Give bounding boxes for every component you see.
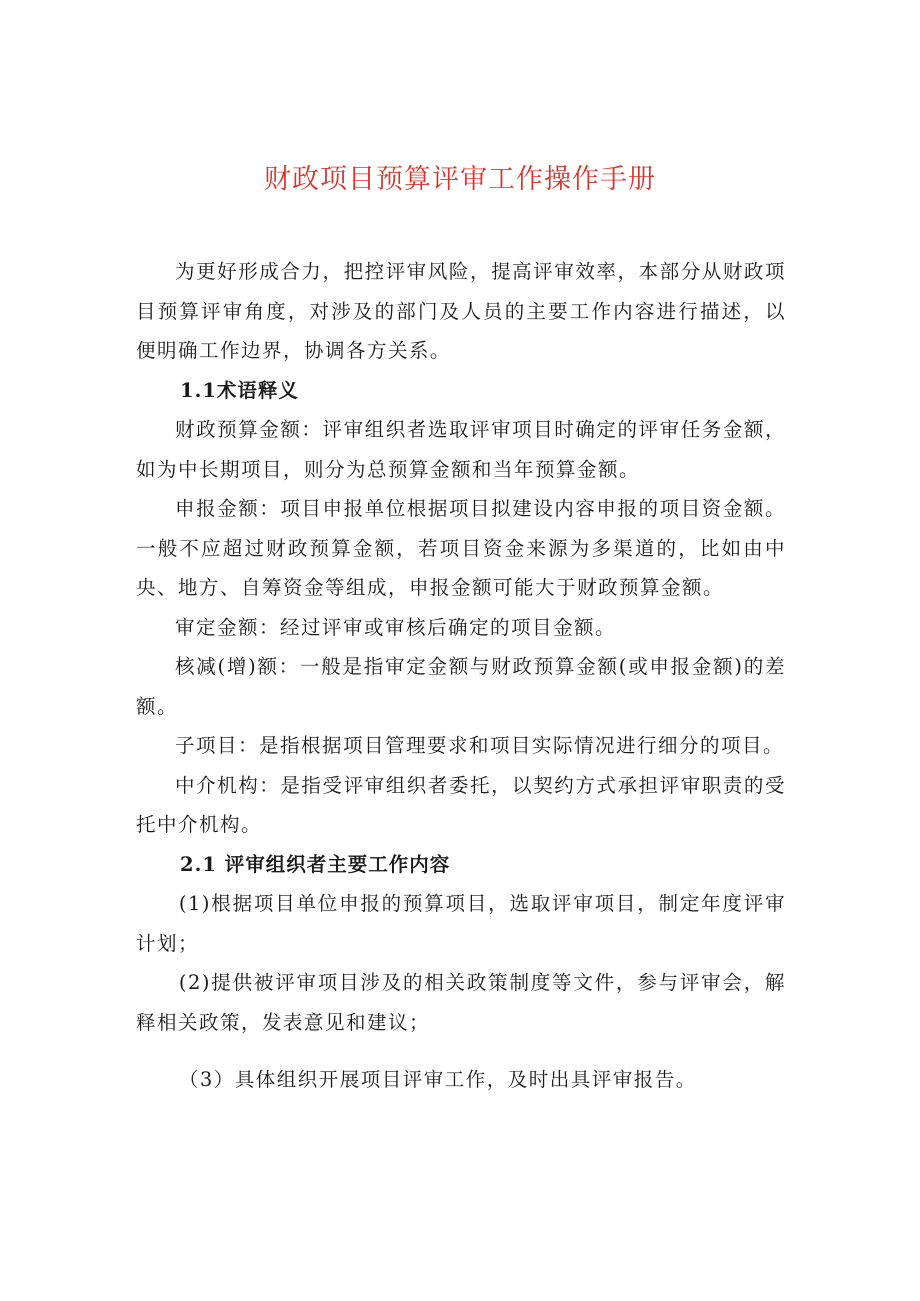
term-paragraph: 申报金额：项目申报单位根据项目拟建设内容申报的项目资金额。一般不应超过财政预算金额，若项目资金来源为多渠道的，比如由中央、地方、自筹资金等组成，申报金额可能大于财政预算金额。 [136,497,786,599]
section-heading-organizer: 2.1 评审组织者主要工作内容 [180,852,451,876]
document-body [136,252,786,1100]
list-item: (2)提供被评审项目涉及的相关政策制度等文件，参与评审会，解释相关政策，发表意见和建议； [136,971,786,1034]
list-item: （3）具体组织开展项目评审工作，及时出具评审报告。 [178,1068,697,1091]
document-title: 财政项目预算评审工作操作手册 [264,164,656,195]
list-item: (1)根据项目单位申报的预算项目，选取评审项目，制定年度评审计划； [136,892,786,955]
section-heading-terms: 1.1术语释义 [180,378,299,402]
term-paragraph: 审定金额：经过评审或审核后确定的项目金额。 [175,615,617,639]
term-paragraph: 子项目：是指根据项目管理要求和项目实际情况进行细分的项目。 [175,734,785,757]
term-paragraph: 核减(增)额：一般是指审定金额与财政预算金额(或申报金额)的差额。 [136,655,786,718]
intro-paragraph: 为更好形成合力，把控评审风险，提高评审效率，本部分从财政项目预算评审角度，对涉及的部门及人员的主要工作内容进行描述，以便明确工作边界，协调各方关系。 [136,260,786,362]
term-paragraph: 中介机构：是指受评审组织者委托，以契约方式承担评审职责的受托中介机构。 [136,773,786,836]
term-paragraph: 财政预算金额：评审组织者选取评审项目时确定的评审任务金额，如为中长期项目，则分为总预算金额和当年预算金额。 [136,418,786,481]
